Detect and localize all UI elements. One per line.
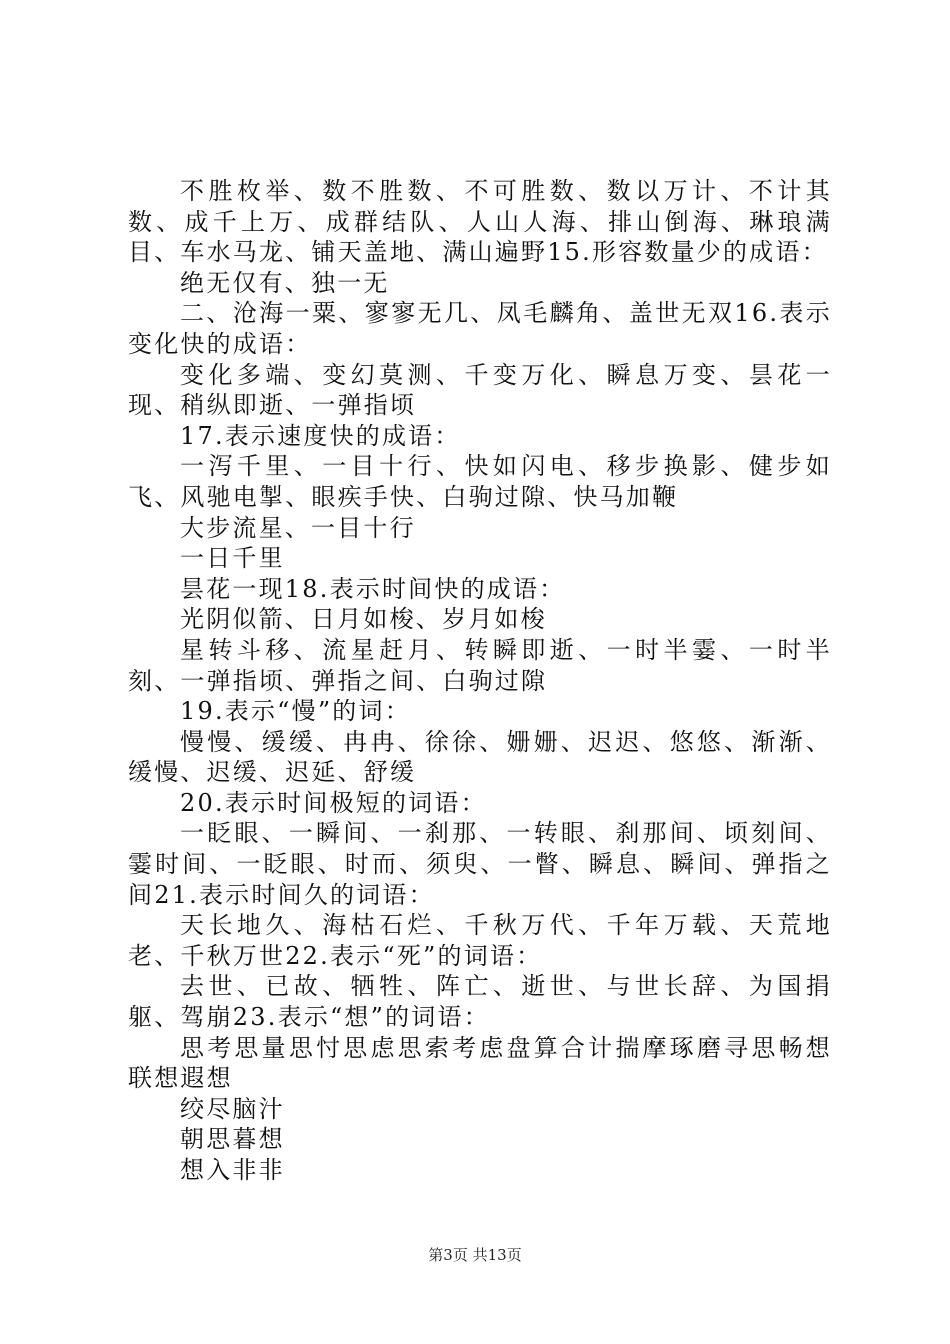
paragraph: 去世、已故、牺牲、阵亡、逝世、与世长辞、为国捐躯、驾崩23.表示“想”的词语： <box>128 972 832 1032</box>
paragraph: 天长地久、海枯石烂、千秋万代、千年万载、天荒地老、千秋万世22.表示“死”的词语： <box>128 911 832 970</box>
paragraph: 想入非非 <box>180 1156 285 1184</box>
page-footer <box>0 1244 950 1265</box>
paragraph: 变化多端、变幻莫测、千变万化、瞬息万变、昙花一现、稍纵即逝、一弹指顷 <box>128 360 832 420</box>
paragraph: 二、沧海一粟、寥寥无几、凤毛麟角、盖世无双16.表示变化快的成语： <box>128 299 832 358</box>
paragraph: 星转斗移、流星赶月、转瞬即逝、一时半霎、一时半刻、一弹指顷、弹指之间、白驹过隙 <box>128 635 832 695</box>
paragraph: 朝思暮想 <box>180 1125 285 1154</box>
paragraph: 19.表示“慢”的词： <box>180 697 411 726</box>
paragraph: 一泻千里、一目十行、快如闪电、移步换影、健步如飞、风驰电掣、眼疾手快、白驹过隙、快马加鞭 <box>128 452 832 511</box>
paragraph: 绞尽脑汁 <box>180 1094 285 1123</box>
paragraph: 光阴似箭、日月如梭、岁月如梭 <box>180 605 547 634</box>
paragraph: 大步流星、一目十行 <box>180 513 416 542</box>
paragraph: 一日千里 <box>180 544 285 573</box>
paragraph: 一眨眼、一瞬间、一刹那、一转眼、刹那间、顷刻间、霎时间、一眨眼、时而、须臾、一瞥、瞬息、瞬间、弹指之间21.表示时间久的词语： <box>128 819 832 909</box>
page-number: 第3页 共13页 <box>428 1246 522 1264</box>
paragraph: 20.表示时间极短的词语： <box>180 788 487 817</box>
paragraph: 不胜枚举、数不胜数、不可胜数、数以万计、不计其数、成千上万、成群结队、人山人海、排山倒海、琳琅满目、车水马龙、铺天盖地、满山遍野15.形容数量少的成语： <box>128 177 832 267</box>
paragraph: 慢慢、缓缓、冉冉、徐徐、姗姗、迟迟、悠悠、渐渐、缓慢、迟缓、迟延、舒缓 <box>128 727 832 787</box>
paragraph: 思考思量思忖思虑思索考虑盘算合计揣摩琢磨寻思畅想联想遐想 <box>128 1033 832 1093</box>
document-body <box>128 176 832 1186</box>
paragraph: 17.表示速度快的成语： <box>180 421 461 450</box>
paragraph: 昙花一现18.表示时间快的成语： <box>180 574 566 603</box>
paragraph: 绝无仅有、独一无 <box>180 268 390 297</box>
